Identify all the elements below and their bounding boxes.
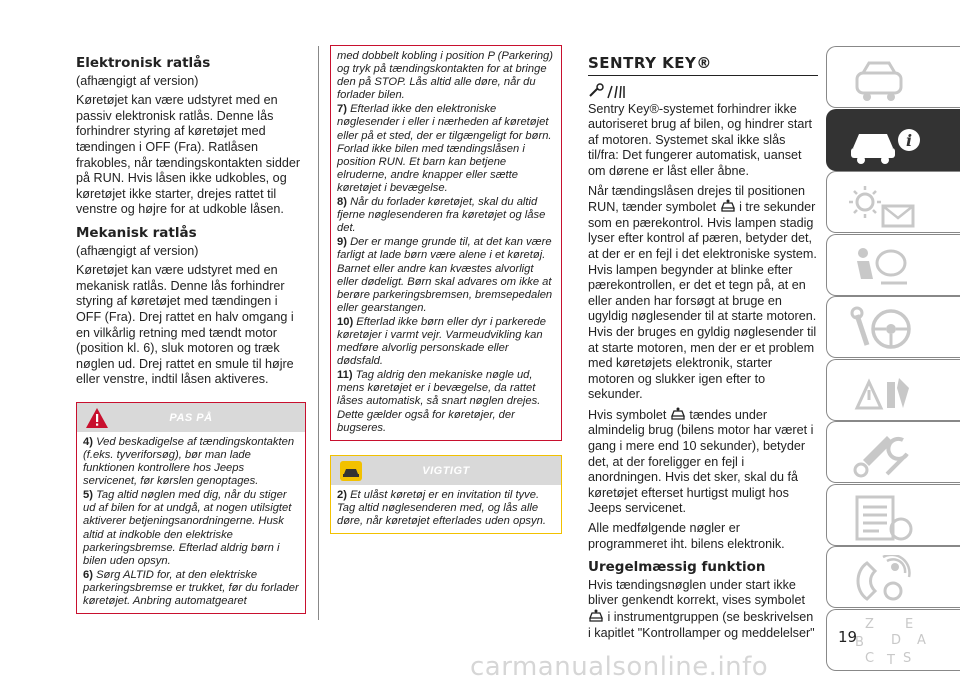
warning-item-text: Ved beskadigelse af tændingskontakten (f.eks. tyveriforsøg), bør man lade funktionen kontrollere hos Jeeps servicenet, før kørslen genoptages. [83,435,295,488]
warning-item-text: Efterlad ikke den elektroniske nøglesender i eller i nærheden af køretøjet eller på et sted, der er tilgængeligt for børn. Forlad ikke bilen med tændingslåsen i position RUN. Et barn kan betjene elruderne, andre knapper eller sætte køretøjet i bevægelse. [337,103,552,194]
paragraph-text: i tre sekunder som en pærekontrol. Hvis lampen stadig lyser efter kontrol af pæren, betyder det, at der er en fejl i det elektroniske system. Hvis lampen begynder at blinke efter pærekontrollen, er det et tegn på, at en eller anden har forsøgt at bruge en ugyldig nøglesender til at starte motoren. Hvis der bruges en gyldig nøglesender til at starte motoren, men der er et problem med køretøjets elektronik, starter motoren og slukker igen efter to sekunder. [588,200,817,402]
note-header [331,456,561,485]
page-number: 19 [838,628,858,646]
chapter-tab-9[interactable] [826,546,960,608]
warning-item-text: Efterlad ikke børn eller dyr i parkerede køretøjer i varmt vejr. Varmeudvikling kan medføre alvorlig personskade eller dødsfald. [337,315,546,368]
chapter-tab-1[interactable] [826,46,960,108]
warning-item [83,436,299,488]
index-letter: B [855,634,864,650]
note-title: VIGTIGT [422,464,470,477]
section-title-irregular: Uregelmæssig funktion [588,559,766,576]
note-box [330,455,562,534]
watermark: carmanualsonline.info [470,652,769,682]
index-letter: C [865,650,875,666]
chapter-tab-3[interactable] [826,171,960,233]
section-title-electronic-lock: Elektronisk ratlås [76,55,211,71]
warning-item-text: Der er mange grunde til, at det kan være farligt at lade børn være alene i et køretøj. Barnet eller andre kan kvæstes alvorligt eller dødeligt. Børn skal advares om ikke at berøre parkeringsbremsen, bremsepedalen eller gearstangen. [337,236,553,314]
chapter-tab-8[interactable] [826,484,960,546]
index-letter: A [917,632,926,648]
chapter-tab-2[interactable] [826,109,960,171]
warning-item-number: 5) [83,489,93,502]
warning-item-number: 7) [337,103,347,116]
warning-body [77,432,305,613]
warning-triangle-icon [847,368,927,416]
warning-item [337,489,555,528]
paragraph: Køretøjet kan være udstyret med en passiv elektronisk ratlås. Denne lås forhindrer styring af køretøjet med tændingen i OFF (Fra). Ratlåsen frakobles, når tændingskontakten sidder på RUN. Hvis låsen ikke udkobles, og køretøjet ikke starter, drejes rattet til venstre og højre for at udkoble låsen. [76,93,301,217]
warning-title: PAS PÅ [169,411,213,424]
note-body [331,485,561,533]
paragraph-text: Hvis symbolet [588,407,667,422]
chapter-tab-4[interactable] [826,234,960,296]
airbag-safety-icon [847,243,927,291]
warning-item-text: Et ulåst køretøj er en invitation til tyve. Tag altid nøglesenderen med, og lås alle døre, når køretøjet efterlades uden opsyn. [337,488,546,527]
warning-item-text: Tag aldrig den mekaniske nøgle ud, mens køretøjet er i bevægelse, da rattet låses automatisk, så snart nøglen drejes. Dette gælder også for køretøjer, der bugseres. [337,369,541,434]
chapter-tab-7[interactable] [826,421,960,483]
warning-item [337,369,555,434]
warning-item-number: 9) [337,236,347,249]
lights-message-icon [847,180,927,228]
sentry-key-title: SENTRY KEY® [588,56,818,76]
warning-item-text: Når du forlader køretøjet, skal du altid fjerne nøglesenderen fra køretøjet og låse det. [337,196,546,235]
warning-item-number: 6) [83,568,93,581]
sentry-key-logo-icon [588,82,628,100]
warning-item-number: 11) [337,369,353,382]
warning-item [83,489,299,568]
paragraph-text: tændes under almindelig brug (bilens motor har været i gang i mere end 10 sekunder), betyder det, at der foreligger en fejl i anordningen. Hvis det sker, skal du få køretøjet efterset hurtigst muligt hos Jeeps servicenet. [588,407,814,516]
index-letter: E [905,616,914,632]
dashboard-car-icon [847,55,927,103]
paragraph-text: Hvis tændingsnøglen under start ikke bliver genkendt korrekt, vises symbolet [588,577,805,608]
warning-box-continued [330,45,562,441]
column-2 [330,45,562,534]
warning-item-text: Sørg ALTID for, at den elektriske parkeringsbremse er trukket, før du forlader køretøjet. Anbring automatgearet [83,568,299,607]
paragraph [588,184,818,403]
warning-item-number: 8) [337,196,347,209]
section-subtitle: (afhængigt af version) [76,243,199,258]
warning-item-number: 4) [83,435,93,448]
index-letter: S [903,650,912,666]
warning-item [337,236,555,315]
warning-item-number: 2) [337,488,347,501]
warning-item-number: 10) [337,315,354,328]
section-subtitle: (afhængigt af version) [76,73,199,88]
car-info-icon [847,118,927,166]
warning-header [77,403,305,432]
index-letter: Z [865,616,874,632]
paragraph-text: i instrumentgruppen (se beskrivelsen i kapitlet "Kontrollamper og meddelelser" [588,610,815,640]
section-title-mechanical-lock: Mekanisk ratlås [76,224,197,241]
svg-text:i: i [906,130,913,150]
paragraph-text: Når tændingslåsen drejes til positionen RUN, tænder symbolet [588,183,806,215]
paragraph: Sentry Key®-systemet forhindrer ikke autoriseret brug af bilen, og hindrer start af motoren. Systemet skal ikke slås til/fra: Det fungerer automatisk, uanset om dørene er låst eller åbne. [588,101,813,178]
paragraph: Alle medfølgende nøgler er programmeret iht. bilens elektronik. [588,521,785,551]
index-letter: T [887,652,895,666]
warning-item [337,316,555,368]
paragraph [588,578,818,641]
warning-body [331,46,561,440]
warning-continued-text: med dobbelt kobling i position P (Parkering) og tryk på tændingskontakten for at bringe den på STOP. Lås altid alle døre, når du forlader bilen. [337,50,553,102]
car-key-indicator-icon [720,199,736,213]
warning-box [76,402,306,614]
warning-item [337,196,555,235]
car-key-indicator-icon [588,609,604,623]
warning-item [337,103,555,195]
paragraph: Køretøjet kan være udstyret med en mekanisk ratlås. Denne lås forhindrer styring af køretøjet med tændingen i OFF (Fra). Drej rattet en halv omgang i en vilkårlig retning med tændt motor (position kl. 6), sluk motoren og træk nøglen ud. Drej rattet en smule til højre eller venstre, indtil låsen aktiveres. [76,263,294,387]
chapter-tab-5[interactable] [826,296,960,358]
steering-wheel-icon [847,305,927,353]
chapter-tab-6[interactable] [826,359,960,421]
column-3 [588,56,818,645]
warning-item [83,569,299,608]
car-key-indicator-icon [670,407,686,421]
specifications-list-icon [847,493,927,541]
warning-item-text: Tag altid nøglen med dig, når du stiger ud af bilen for at undgå, at nogen utilsigtet aktiverer betjeningsanordningerne. Husk altid at indkoble den elektriske parkeringsbremse. Efterlad aldrig børn i bilen uden opsyn. [83,489,292,567]
multimedia-icon [847,555,927,603]
index-letter: D [891,632,902,648]
column-divider [318,46,319,620]
paragraph [588,407,818,517]
maintenance-tools-icon [847,430,927,478]
column-1 [76,56,304,614]
